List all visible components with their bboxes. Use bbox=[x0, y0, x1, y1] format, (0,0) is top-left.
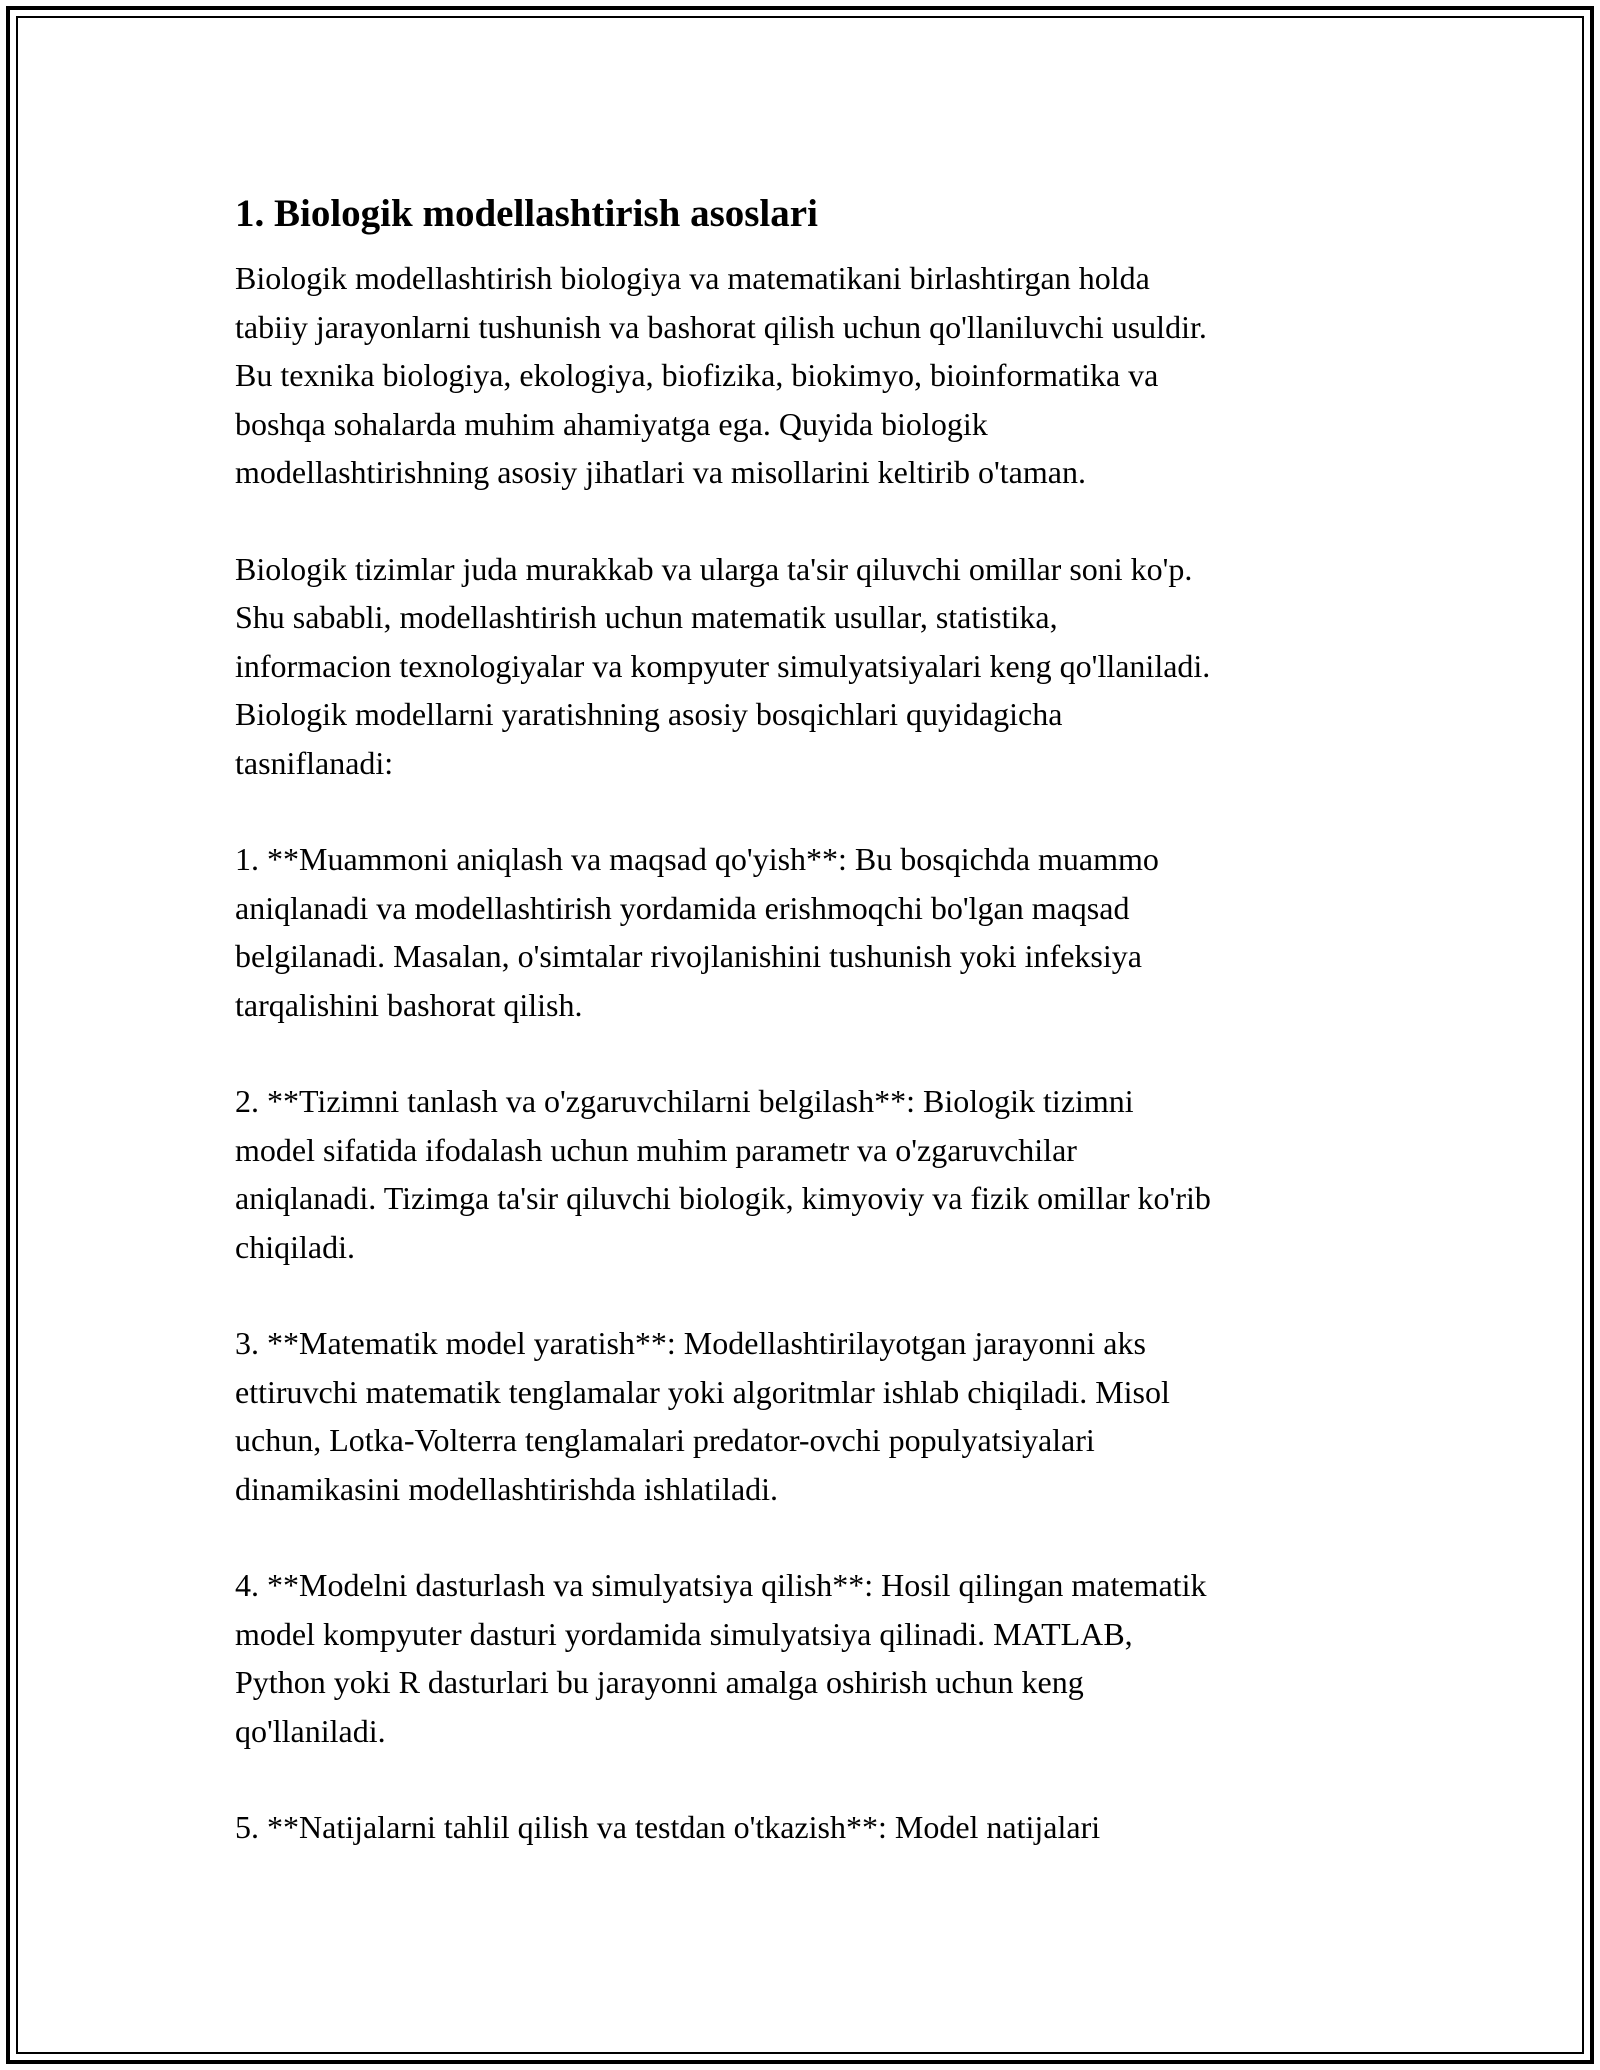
paragraph-intro bbox=[235, 254, 1375, 497]
text-line: informacion texnologiyalar va kompyuter simulyatsiyalari keng qo'llaniladi. bbox=[235, 647, 1211, 684]
text-line: Biologik modellarni yaratishning asosiy bosqichlari quyidagicha bbox=[235, 696, 1063, 732]
text-line: 1. **Muammoni aniqlash va maqsad qo'yish**: Bu bosqichda muammo bbox=[235, 841, 1159, 877]
list-item-stage-4 bbox=[235, 1561, 1375, 1755]
text-line: aniqlanadi. Tizimga ta'sir qiluvchi biologik, kimyoviy va fizik omillar ko'rib bbox=[235, 1180, 1211, 1216]
text-line: model sifatida ifodalash uchun muhim parametr va o'zgaruvchilar bbox=[235, 1131, 1077, 1168]
document-body bbox=[235, 186, 1375, 1900]
document-title: 1. Biologik modellashtirish asoslari bbox=[235, 192, 818, 235]
list-item-stage-1 bbox=[235, 835, 1375, 1029]
text-line: 5. **Natijalarni tahlil qilish va testdan o'tkazish**: Model natijalari bbox=[235, 1809, 1101, 1845]
text-line: Biologik modellashtirish biologiya va matematikani birlashtirgan holda bbox=[235, 260, 1150, 296]
text-line: 3. **Matematik model yaratish**: Modellashtirilayotgan jarayonni aks bbox=[235, 1325, 1146, 1361]
list-item-stage-2 bbox=[235, 1077, 1375, 1271]
text-line: model kompyuter dasturi yordamida simulyatsiya qilinadi. MATLAB, bbox=[235, 1615, 1133, 1652]
text-line: Bu texnika biologiya, ekologiya, biofizika, biokimyo, bioinformatika va bbox=[235, 357, 1159, 393]
text-line: uchun, Lotka-Volterra tenglamalari predator-ovchi populyatsiyalari bbox=[235, 1422, 1095, 1458]
text-line: Biologik tizimlar juda murakkab va ularga ta'sir qiluvchi omillar soni ko'p. bbox=[235, 550, 1193, 587]
text-line: ettiruvchi matematik tenglamalar yoki algoritmlar ishlab chiqiladi. Misol bbox=[235, 1373, 1170, 1410]
text-line: dinamikasini modellashtirishda ishlatiladi. bbox=[235, 1470, 779, 1507]
text-line: tasniflanadi: bbox=[235, 744, 394, 781]
text-line: aniqlanadi va modellashtirish yordamida erishmoqchi bo'lgan maqsad bbox=[235, 889, 1130, 926]
text-line: modellashtirishning asosiy jihatlari va misollarini keltirib o'taman. bbox=[235, 454, 1086, 490]
text-line: Shu sababli, modellashtirish uchun matematik usullar, statistika, bbox=[235, 599, 1058, 635]
text-line: Python yoki R dasturlari bu jarayonni amalga oshirish uchun keng bbox=[235, 1664, 1084, 1700]
text-line: tabiiy jarayonlarni tushunish va bashorat qilish uchun qo'llaniluvchi usuldir. bbox=[235, 308, 1207, 345]
text-line: boshqa sohalarda muhim ahamiyatga ega. Quyida biologik bbox=[235, 405, 988, 442]
paragraph-stages-intro bbox=[235, 545, 1375, 788]
text-line: chiqiladi. bbox=[235, 1228, 355, 1265]
text-line: 2. **Tizimni tanlash va o'zgaruvchilarni belgilash**: Biologik tizimni bbox=[235, 1083, 1134, 1119]
text-line: belgilanadi. Masalan, o'simtalar rivojlanishini tushunish yoki infeksiya bbox=[235, 938, 1142, 974]
text-line: qo'llaniladi. bbox=[235, 1712, 386, 1749]
list-item-stage-3 bbox=[235, 1319, 1375, 1513]
list-item-stage-5 bbox=[235, 1803, 1375, 1852]
text-line: 4. **Modelni dasturlash va simulyatsiya qilish**: Hosil qilingan matematik bbox=[235, 1567, 1207, 1603]
text-line: tarqalishini bashorat qilish. bbox=[235, 986, 583, 1023]
